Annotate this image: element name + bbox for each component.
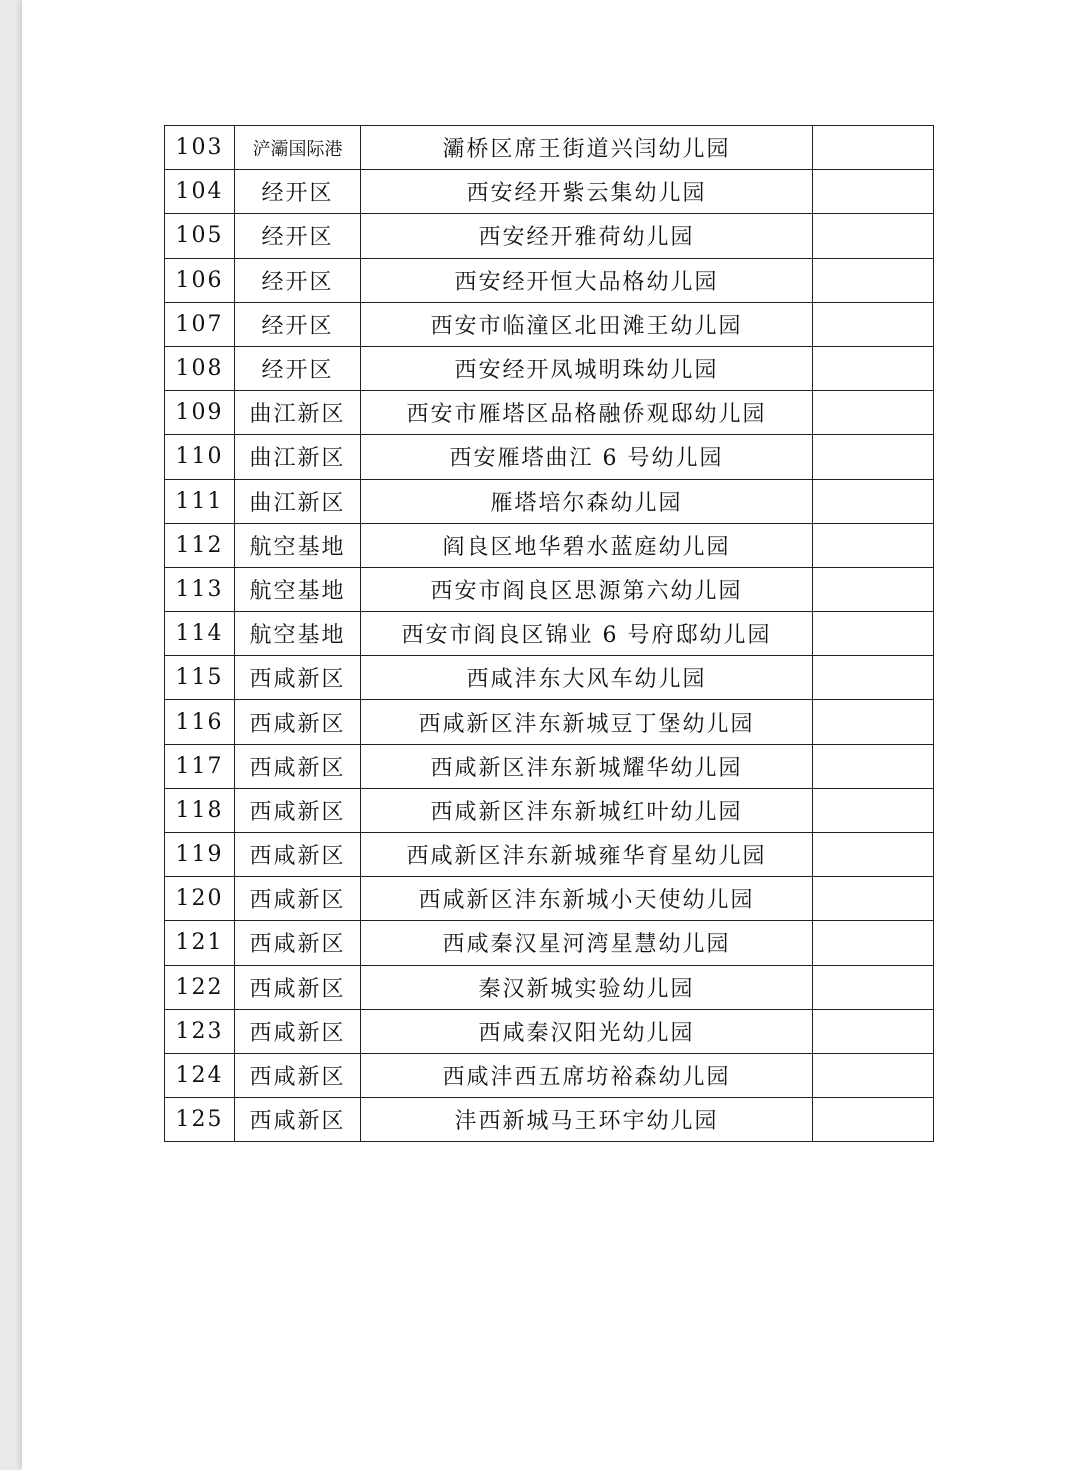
table-row bbox=[165, 479, 934, 523]
row-note bbox=[813, 788, 934, 832]
table-row bbox=[165, 170, 934, 214]
table-row bbox=[165, 567, 934, 611]
row-number: 103 bbox=[165, 126, 235, 170]
row-district: 曲江新区 bbox=[235, 479, 361, 523]
row-kindergarten-name: 灞桥区席王街道兴闫幼儿园 bbox=[361, 126, 813, 170]
row-note bbox=[813, 921, 934, 965]
row-kindergarten-name: 西安雁塔曲江 6 号幼儿园 bbox=[361, 435, 813, 479]
kindergarten-table bbox=[164, 125, 934, 1142]
table-row bbox=[165, 126, 934, 170]
row-number: 123 bbox=[165, 1009, 235, 1053]
row-kindergarten-name: 阎良区地华碧水蓝庭幼儿园 bbox=[361, 523, 813, 567]
table-row bbox=[165, 612, 934, 656]
row-kindergarten-name: 西咸新区沣东新城雍华育星幼儿园 bbox=[361, 833, 813, 877]
table-row bbox=[165, 302, 934, 346]
row-number: 117 bbox=[165, 744, 235, 788]
row-number: 114 bbox=[165, 612, 235, 656]
row-number: 108 bbox=[165, 346, 235, 390]
table-body bbox=[165, 126, 934, 1142]
row-district: 曲江新区 bbox=[235, 391, 361, 435]
document-page bbox=[22, 0, 1080, 1470]
row-note bbox=[813, 1009, 934, 1053]
row-district: 经开区 bbox=[235, 302, 361, 346]
row-kindergarten-name: 西咸新区沣东新城耀华幼儿园 bbox=[361, 744, 813, 788]
row-kindergarten-name: 西安经开雅荷幼儿园 bbox=[361, 214, 813, 258]
row-note bbox=[813, 523, 934, 567]
row-district: 西咸新区 bbox=[235, 788, 361, 832]
row-kindergarten-name: 秦汉新城实验幼儿园 bbox=[361, 965, 813, 1009]
row-note bbox=[813, 1053, 934, 1097]
row-note bbox=[813, 346, 934, 390]
row-number: 113 bbox=[165, 567, 235, 611]
row-note bbox=[813, 435, 934, 479]
row-district: 经开区 bbox=[235, 258, 361, 302]
row-number: 105 bbox=[165, 214, 235, 258]
row-number: 109 bbox=[165, 391, 235, 435]
row-note bbox=[813, 479, 934, 523]
row-kindergarten-name: 西安市阎良区锦业 6 号府邸幼儿园 bbox=[361, 612, 813, 656]
row-note bbox=[813, 126, 934, 170]
row-note bbox=[813, 567, 934, 611]
row-kindergarten-name: 西咸秦汉阳光幼儿园 bbox=[361, 1009, 813, 1053]
table-row bbox=[165, 1098, 934, 1142]
table-row bbox=[165, 435, 934, 479]
row-number: 112 bbox=[165, 523, 235, 567]
row-note bbox=[813, 1098, 934, 1142]
row-kindergarten-name: 西安经开紫云集幼儿园 bbox=[361, 170, 813, 214]
table-row bbox=[165, 744, 934, 788]
row-district: 西咸新区 bbox=[235, 877, 361, 921]
table-row bbox=[165, 258, 934, 302]
row-number: 124 bbox=[165, 1053, 235, 1097]
row-district: 经开区 bbox=[235, 214, 361, 258]
row-district: 西咸新区 bbox=[235, 656, 361, 700]
table-row bbox=[165, 214, 934, 258]
row-district: 西咸新区 bbox=[235, 1009, 361, 1053]
row-district: 西咸新区 bbox=[235, 1053, 361, 1097]
row-district: 西咸新区 bbox=[235, 700, 361, 744]
row-number: 125 bbox=[165, 1098, 235, 1142]
row-number: 116 bbox=[165, 700, 235, 744]
table-row bbox=[165, 921, 934, 965]
row-kindergarten-name: 西咸新区沣东新城小天使幼儿园 bbox=[361, 877, 813, 921]
row-note bbox=[813, 302, 934, 346]
row-district: 西咸新区 bbox=[235, 744, 361, 788]
table-row bbox=[165, 877, 934, 921]
row-number: 104 bbox=[165, 170, 235, 214]
table-row bbox=[165, 1009, 934, 1053]
row-note bbox=[813, 612, 934, 656]
row-kindergarten-name: 西安市临潼区北田滩王幼儿园 bbox=[361, 302, 813, 346]
row-note bbox=[813, 258, 934, 302]
row-kindergarten-name: 西安市阎良区思源第六幼儿园 bbox=[361, 567, 813, 611]
row-kindergarten-name: 西咸秦汉星河湾星慧幼儿园 bbox=[361, 921, 813, 965]
table-row bbox=[165, 346, 934, 390]
row-kindergarten-name: 西咸沣西五席坊裕森幼儿园 bbox=[361, 1053, 813, 1097]
row-number: 122 bbox=[165, 965, 235, 1009]
row-kindergarten-name: 西咸沣东大风车幼儿园 bbox=[361, 656, 813, 700]
row-kindergarten-name: 西安经开凤城明珠幼儿园 bbox=[361, 346, 813, 390]
row-kindergarten-name: 西咸新区沣东新城红叶幼儿园 bbox=[361, 788, 813, 832]
row-district: 浐灞国际港 bbox=[235, 126, 361, 170]
table-row bbox=[165, 391, 934, 435]
table-row bbox=[165, 833, 934, 877]
row-note bbox=[813, 744, 934, 788]
row-number: 120 bbox=[165, 877, 235, 921]
row-kindergarten-name: 西安经开恒大品格幼儿园 bbox=[361, 258, 813, 302]
row-kindergarten-name: 雁塔培尔森幼儿园 bbox=[361, 479, 813, 523]
row-note bbox=[813, 391, 934, 435]
row-district: 航空基地 bbox=[235, 612, 361, 656]
row-note bbox=[813, 656, 934, 700]
table-row bbox=[165, 965, 934, 1009]
row-note bbox=[813, 965, 934, 1009]
row-number: 119 bbox=[165, 833, 235, 877]
row-district: 曲江新区 bbox=[235, 435, 361, 479]
row-number: 111 bbox=[165, 479, 235, 523]
row-note bbox=[813, 214, 934, 258]
row-number: 115 bbox=[165, 656, 235, 700]
row-district: 西咸新区 bbox=[235, 833, 361, 877]
row-note bbox=[813, 170, 934, 214]
row-number: 107 bbox=[165, 302, 235, 346]
row-district: 航空基地 bbox=[235, 523, 361, 567]
table-row bbox=[165, 523, 934, 567]
table-row bbox=[165, 656, 934, 700]
row-district: 经开区 bbox=[235, 346, 361, 390]
row-kindergarten-name: 沣西新城马王环宇幼儿园 bbox=[361, 1098, 813, 1142]
row-district: 西咸新区 bbox=[235, 921, 361, 965]
row-district: 航空基地 bbox=[235, 567, 361, 611]
row-district: 西咸新区 bbox=[235, 965, 361, 1009]
row-number: 121 bbox=[165, 921, 235, 965]
table-row bbox=[165, 788, 934, 832]
row-note bbox=[813, 877, 934, 921]
row-number: 118 bbox=[165, 788, 235, 832]
row-note bbox=[813, 833, 934, 877]
row-number: 106 bbox=[165, 258, 235, 302]
row-district: 经开区 bbox=[235, 170, 361, 214]
row-district: 西咸新区 bbox=[235, 1098, 361, 1142]
row-number: 110 bbox=[165, 435, 235, 479]
row-kindergarten-name: 西安市雁塔区品格融侨观邸幼儿园 bbox=[361, 391, 813, 435]
row-kindergarten-name: 西咸新区沣东新城豆丁堡幼儿园 bbox=[361, 700, 813, 744]
table-row bbox=[165, 1053, 934, 1097]
row-note bbox=[813, 700, 934, 744]
table-row bbox=[165, 700, 934, 744]
